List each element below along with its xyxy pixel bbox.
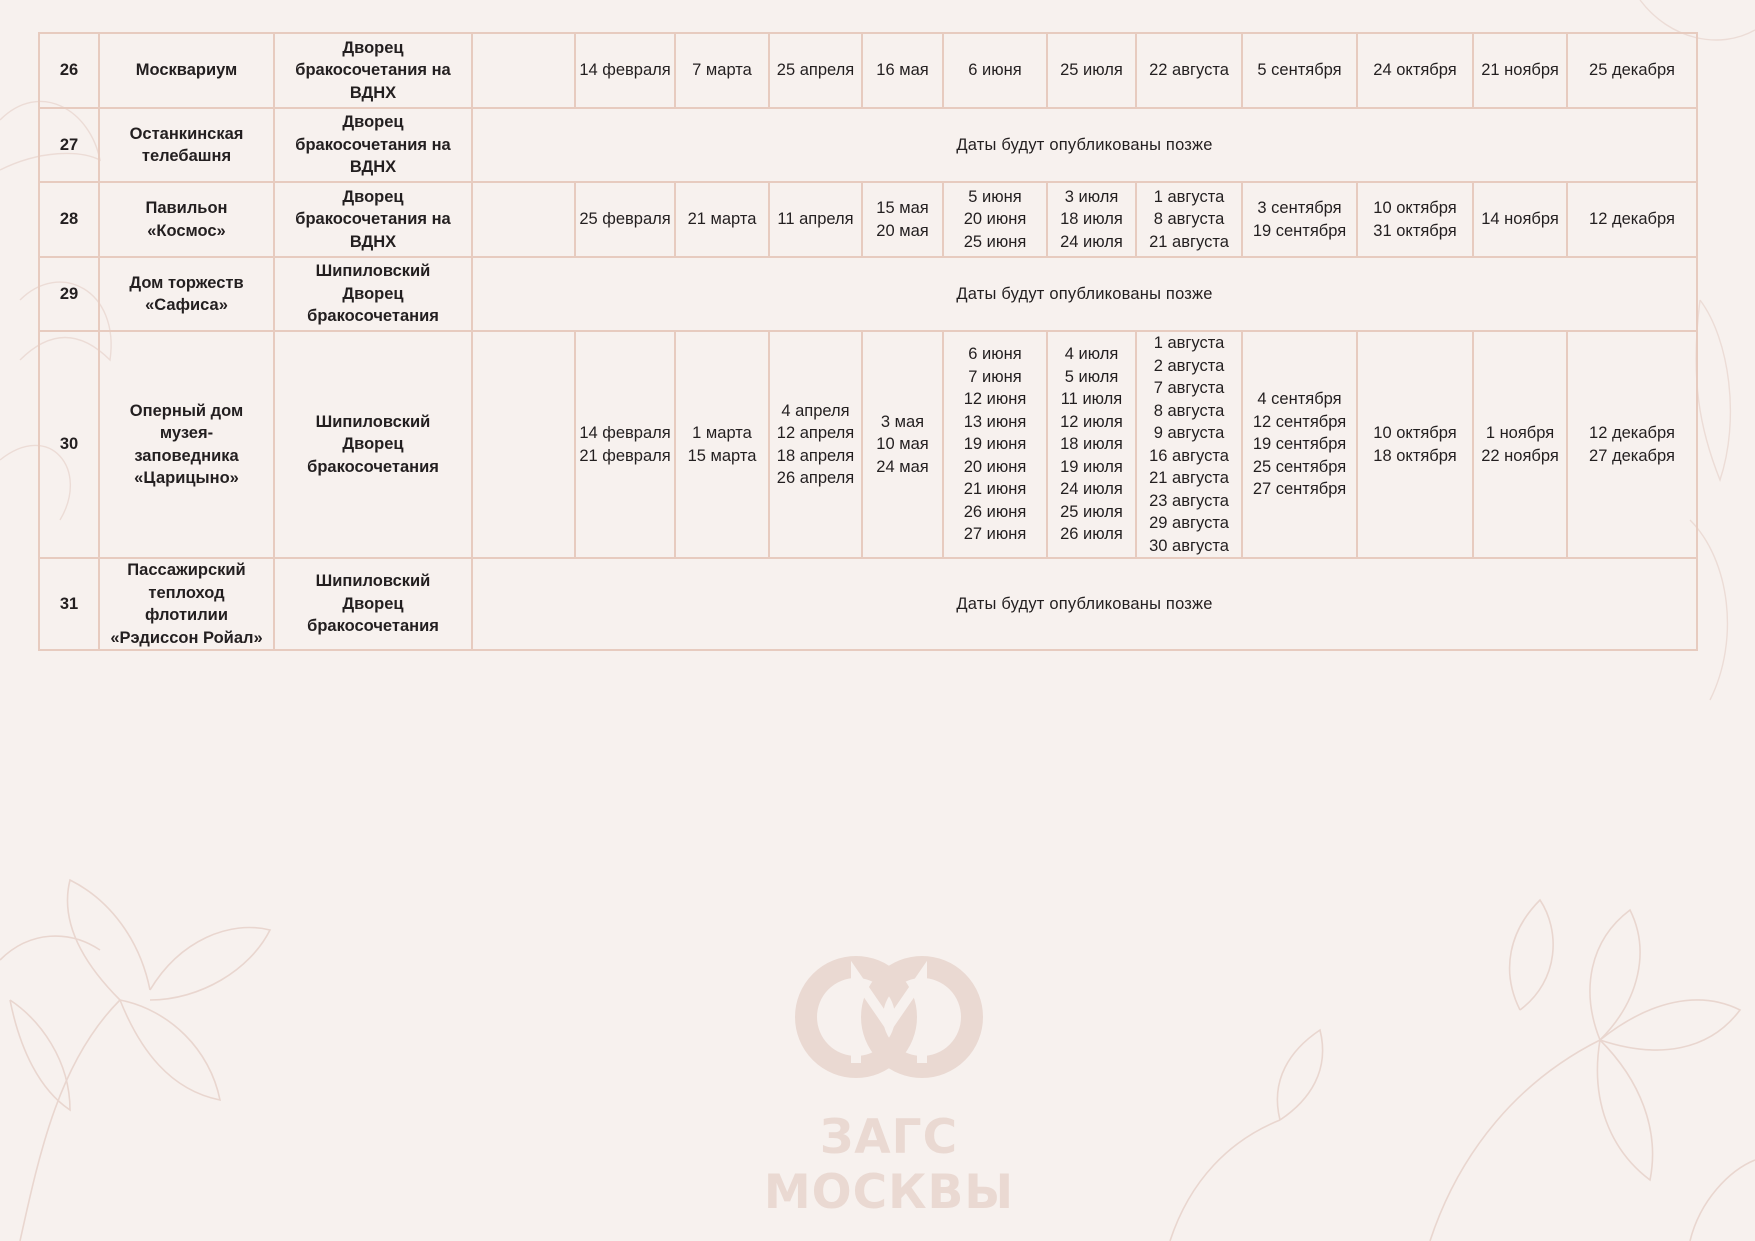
table-row (39, 33, 1697, 108)
registry-office-line: Дворец (342, 38, 404, 57)
date-entry: 26 июня (963, 502, 1027, 521)
month-dates-cell (1357, 33, 1473, 108)
date-entry: 11 апреля (777, 210, 854, 229)
row-number: 26 (39, 33, 99, 108)
date-entry: 24 октября (1373, 61, 1457, 80)
table-row (39, 182, 1697, 257)
month-dates-cell (1047, 33, 1136, 108)
date-entry: 18 июля (1060, 210, 1123, 229)
date-entry: 25 декабря (1589, 61, 1675, 80)
month-dates-cell (1357, 182, 1473, 257)
month-dates-cell (1567, 182, 1697, 257)
date-entry: 9 августа (1153, 424, 1225, 442)
schedule-table (38, 32, 1698, 651)
brand-wordmark: ЗАГС МОСКВЫ (763, 1110, 1015, 1220)
row-number: 30 (39, 331, 99, 558)
registry-office-line: бракосочетания (307, 307, 439, 326)
month-dates-cell (1473, 182, 1567, 257)
row-number: 27 (39, 108, 99, 182)
month-dates-cell (769, 331, 862, 558)
venue-name-line: музея- (159, 424, 214, 442)
month-dates-cell (1242, 33, 1357, 108)
registry-office-line: Дворец (342, 435, 404, 454)
registry-office-line: Шипиловский (315, 262, 431, 281)
date-entry: 12 сентября (1252, 412, 1347, 431)
month-dates-cell (1047, 182, 1136, 257)
month-dates-cell (1357, 331, 1473, 558)
date-entry: 7 марта (692, 61, 752, 80)
venue-name-line: «Царицыно» (134, 469, 239, 487)
month-dates-cell (1136, 182, 1242, 257)
date-entry: 5 июля (1064, 367, 1119, 386)
date-entry: 21 июня (963, 480, 1027, 499)
registry-office-line: ВДНХ (349, 232, 397, 251)
date-entry: 23 августа (1149, 491, 1229, 510)
month-dates-cell (769, 33, 862, 108)
month-dates-cell (1047, 331, 1136, 558)
venue-name-line: «Рэдиссон Ройал» (110, 628, 263, 647)
month-dates-cell (675, 182, 769, 257)
date-entry: 12 декабря (1589, 210, 1675, 229)
date-entry: 24 июля (1060, 232, 1123, 251)
date-entry: 25 июня (963, 232, 1027, 251)
registry-office (274, 33, 472, 108)
month-dates-cell (1473, 331, 1567, 558)
dates-later-notice: Даты будут опубликованы позже (472, 257, 1697, 331)
registry-office (274, 331, 472, 558)
month-dates-cell (1567, 331, 1697, 558)
month-dates-cell (1242, 182, 1357, 257)
date-entry: 6 июня (968, 345, 1022, 364)
date-entry: 7 августа (1153, 379, 1225, 397)
month-dates-cell (1136, 33, 1242, 108)
month-dates-cell (675, 33, 769, 108)
zags-rings-logo-icon (794, 955, 984, 1080)
date-entry: 19 сентября (1252, 221, 1347, 240)
date-entry: 16 мая (876, 61, 929, 80)
date-entry: 25 июля (1060, 502, 1123, 521)
venue-name-line: Павильон (145, 199, 228, 217)
date-entry: 4 апреля (781, 401, 850, 420)
date-entry: 31 октября (1373, 221, 1457, 240)
venue-name-line: «Сафиса» (145, 296, 228, 314)
blank-cell (472, 182, 575, 257)
registry-office-line: Шипиловский (315, 412, 431, 431)
date-entry: 25 сентября (1252, 457, 1347, 476)
date-entry: 15 мая (876, 199, 929, 217)
date-entry: 20 июня (963, 457, 1027, 476)
venue-name-line: Москвариум (135, 61, 238, 80)
date-entry: 24 мая (876, 457, 929, 476)
date-entry: 26 июля (1060, 525, 1123, 544)
date-entry: 10 октября (1373, 199, 1457, 217)
date-entry: 26 апреля (776, 469, 855, 487)
month-dates-cell (1242, 331, 1357, 558)
date-entry: 21 августа (1149, 232, 1229, 251)
table-row (39, 558, 1697, 650)
venue-name-line: Оперный дом (129, 401, 244, 420)
month-dates-cell (862, 331, 943, 558)
registry-office-line: Шипиловский (315, 572, 431, 591)
date-entry: 3 мая (880, 412, 925, 431)
venue-name-line: «Космос» (147, 221, 226, 240)
table-row (39, 257, 1697, 331)
row-number: 28 (39, 182, 99, 257)
month-dates-cell (943, 331, 1047, 558)
venue-name-line: Дом торжеств (129, 273, 244, 292)
date-entry: 19 июля (1060, 457, 1123, 476)
date-entry: 18 октября (1373, 446, 1457, 465)
venue-name-line: Пассажирский (127, 561, 246, 579)
registry-office (274, 257, 472, 331)
date-entry: 15 марта (687, 446, 757, 465)
table-row (39, 108, 1697, 182)
date-entry: 1 марта (692, 424, 752, 442)
date-entry: 22 ноября (1481, 446, 1559, 465)
date-entry: 29 августа (1149, 514, 1229, 532)
date-entry: 6 июня (968, 61, 1022, 80)
venue-name-line: теплоход (148, 583, 225, 602)
date-entry: 12 июля (1060, 412, 1123, 431)
date-entry: 1 ноября (1485, 424, 1555, 442)
date-entry: 25 февраля (579, 210, 671, 229)
registry-office (274, 108, 472, 182)
date-entry: 5 июня (968, 187, 1022, 206)
date-entry: 19 июня (963, 435, 1027, 454)
registry-office-line: бракосочетания на (295, 210, 451, 229)
date-entry: 25 апреля (776, 61, 855, 80)
date-entry: 4 июля (1064, 345, 1119, 364)
date-entry: 12 апреля (776, 424, 855, 442)
month-dates-cell (769, 182, 862, 257)
venue-name-line: Останкинская (129, 124, 244, 143)
row-number: 31 (39, 558, 99, 650)
month-dates-cell (575, 331, 675, 558)
date-entry: 24 июля (1060, 480, 1123, 499)
venue-name (99, 182, 274, 257)
date-entry: 11 июля (1060, 390, 1123, 409)
table-row (39, 331, 1697, 558)
date-entry: 14 февраля (579, 424, 671, 442)
date-entry: 13 июня (963, 412, 1027, 431)
date-entry: 12 июня (963, 390, 1027, 409)
date-entry: 27 сентября (1252, 480, 1347, 499)
date-entry: 10 мая (876, 435, 929, 454)
venue-name (99, 108, 274, 182)
month-dates-cell (575, 33, 675, 108)
date-entry: 12 декабря (1589, 424, 1675, 442)
date-entry: 1 августа (1153, 334, 1225, 352)
registry-office-line: ВДНХ (349, 83, 397, 102)
date-entry: 8 августа (1153, 401, 1225, 420)
date-entry: 21 ноября (1481, 61, 1559, 80)
date-entry: 8 августа (1153, 210, 1225, 229)
venue-name-line: телебашня (141, 147, 232, 165)
month-dates-cell (675, 331, 769, 558)
date-entry: 16 августа (1149, 446, 1229, 465)
registry-office-line: бракосочетания на (295, 135, 451, 154)
date-entry: 4 сентября (1257, 390, 1342, 409)
dates-later-notice: Даты будут опубликованы позже (472, 108, 1697, 182)
date-entry: 27 декабря (1589, 446, 1675, 465)
month-dates-cell (1567, 33, 1697, 108)
month-dates-cell (575, 182, 675, 257)
month-dates-cell (862, 182, 943, 257)
blank-cell (472, 331, 575, 558)
registry-office (274, 558, 472, 650)
registry-office-line: Дворец (342, 284, 404, 303)
registry-office-line: бракосочетания (307, 617, 439, 636)
date-entry: 30 августа (1149, 536, 1229, 555)
schedule-table-body (39, 33, 1697, 650)
date-entry: 14 февраля (579, 61, 671, 80)
venue-name (99, 558, 274, 650)
date-entry: 21 августа (1149, 469, 1229, 487)
registry-office-line: бракосочетания на (295, 61, 451, 80)
venue-name-line: заповедника (134, 446, 239, 465)
date-entry: 20 мая (876, 221, 929, 240)
month-dates-cell (862, 33, 943, 108)
month-dates-cell (1473, 33, 1567, 108)
venue-name (99, 257, 274, 331)
date-entry: 18 июля (1060, 435, 1123, 454)
date-entry: 3 июля (1064, 187, 1119, 206)
registry-office-line: Дворец (342, 187, 404, 206)
date-entry: 18 апреля (776, 446, 855, 465)
registry-office-line: Дворец (342, 594, 404, 613)
date-entry: 7 июня (968, 367, 1022, 386)
venue-name-line: флотилии (145, 606, 228, 624)
date-entry: 25 июля (1060, 61, 1123, 80)
venue-name (99, 331, 274, 558)
blank-cell (472, 33, 575, 108)
venue-name (99, 33, 274, 108)
registry-office (274, 182, 472, 257)
date-entry: 10 октября (1373, 424, 1457, 442)
registry-office-line: бракосочетания (307, 457, 439, 476)
registry-office-line: ВДНХ (349, 158, 397, 177)
date-entry: 5 сентября (1257, 61, 1342, 80)
date-entry: 3 сентября (1257, 199, 1342, 217)
date-entry: 21 февраля (579, 446, 671, 465)
dates-later-notice: Даты будут опубликованы позже (472, 558, 1697, 650)
month-dates-cell (1136, 331, 1242, 558)
registry-office-line: Дворец (342, 113, 404, 132)
date-entry: 19 сентября (1252, 435, 1347, 454)
date-entry: 20 июня (963, 210, 1027, 229)
date-entry: 2 августа (1153, 356, 1225, 375)
month-dates-cell (943, 33, 1047, 108)
date-entry: 22 августа (1149, 61, 1229, 80)
date-entry: 27 июня (963, 525, 1027, 544)
date-entry: 1 августа (1153, 187, 1225, 206)
date-entry: 21 марта (687, 210, 757, 229)
date-entry: 14 ноября (1481, 210, 1559, 229)
month-dates-cell (943, 182, 1047, 257)
row-number: 29 (39, 257, 99, 331)
